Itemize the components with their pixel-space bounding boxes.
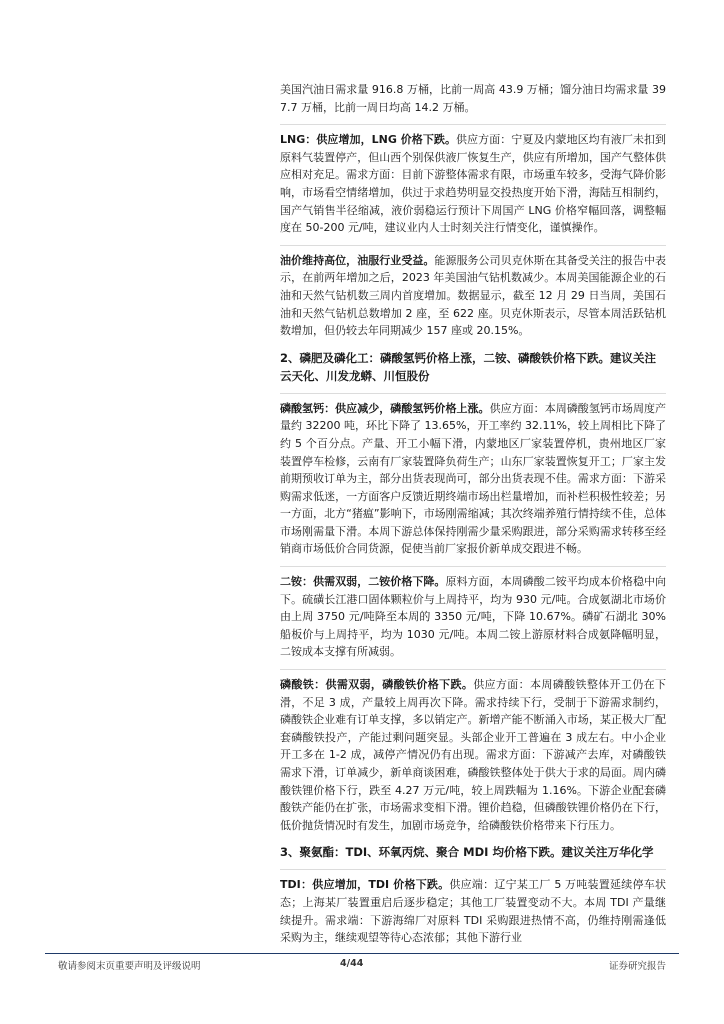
section3-block [280,842,666,861]
tdi-body: 供应端：辽宁某工厂 5 万吨装置延续停车状态；上海某厂装置重启后逐步稳定；其他工厂装置变动不大。本周 TDI 产量继续提升。需求端：下游海绵厂对原料 TDI 采购跟进热情不高，仍维持刚需逢低采购为主，继续观望等待心态浓郁；其他下游行业 [280,878,666,945]
footer-divider [45,953,679,954]
oil-body: 能源服务公司贝克休斯在其备受关注的报告中表示，在前两年增加之后，2023 年美国油气钻机数减少。本周美国能源企业的石油和天然气钻机数三周内首度增加。数据显示，截至 12 月 29 日当周，美国石油和天然气钻机总数增加 2 座，至 622 座。贝克休斯表示，尽管本周活跃钻机数增加，但仍较去年同期减少 157 座或 20.15%。 [280,253,667,338]
oil-lead: 油价维持高位，油服行业受益。 [280,253,435,267]
tdi-lead: TDI：供应增加，TDI 价格下跌。 [280,878,450,892]
lng-paragraph [280,124,666,237]
dcp-lead: 磷酸氢钙：供应减少，磷酸氢钙价格上涨。 [280,401,490,415]
dap-body: 原料方面，本周磷酸二铵平均成本价格稳中向下。硫磺长江港口固体颗粒价与上周持平，均为 930 元/吨。合成氨湖北市场价由上周 3750 元/吨降至本周的 3350 元/吨，下降 10.67%。磷矿石湖北 30%船板价与上周持平，均为 1030 元/吨。本周二铵上游原材料合成氨降幅明显，二铵成本支撑有所减弱。 [280,575,667,659]
intro-paragraph [280,80,666,116]
footer-report-type: 证券研究报告 [608,961,666,972]
section3-heading: 3、聚氨酯：TDI、环氧丙烷、聚合 MDI 均价格下跌。建议关注万华化学 [280,845,654,860]
lfp-body: 供应方面：本周磷酸铁整体开工仍在下滑，不足 3 成，产量较上周再次下降。需求持续下行，受制于下游需求制约，磷酸铁企业难有订单支撑，多以销定产。新增产能不断涌入市场，某正极大厂配套磷酸铁投产，产能过剩问题突显。头部企业开工普遍在 3 成左右。中小企业开工多在 1-2 成，减停产情况仍有出现。需求方面：下游减产去库，对磷酸铁需求下滑，订单减少，新单商谈困难，磷酸铁整体处于供大于求的局面。周内磷酸铁锂价格下行，跌至 4.27 万元/吨，较上周跌幅为 1.16%。下游企业配套磷酸铁产能仍在扩张，市场需求变相下滑。锂价趋稳，但磷酸铁锂价格仍在下行，低价抛货情况时有发生，加剧市场竞争，给磷酸铁价格带来下行压力。 [280,678,667,832]
section2-heading: 2、磷肥及磷化工：磷酸氢钙价格上涨，二铵、磷酸铁价格下跌。建议关注云天化、川发龙蟒、川恒股份 [280,350,656,383]
lng-body: 供应方面：宁夏及内蒙地区均有液厂未扣到原料气装置停产，但山西个别保供液厂恢复生产，供应有所增加，国产气整体供应相对充足。需求方面：目前下游整体需求有限，市场重车较多，受海气降价影响，市场看空情绪增加，供过于求趋势明显交投热度开始下滑，海陆互相制约，国产气销售半径缩减，液价弱稳运行预计下周国产 LNG 价格窄幅回落，调整幅度在 50-200 元/吨，建议业内人士时刻关注行情变化，谨慎操作。 [280,133,667,235]
dcp-body: 供应方面：本周磷酸氢钙市场周度产量约 32200 吨，环比下降了 13.65%，开工率约 32.11%，较上周相比下降了约 5 个百分点。产量、开工小幅下滑，内蒙地区厂家装置停机，贵州地区厂家装置停车检修，云南有厂家装置降负荷生产；山东厂家装置恢复开工；厂家主发前期预收订单为主，部分出货表现尚可，部分出货表现不佳。需求方面：下游采购需求低迷，一方面客户反馈近期终端市场出栏量增加，而补栏积极性较差；另一方面，北方“猪瘟”影响下，市场刚需缩减；其次终端养殖行情持续不佳，总体市场刚需量下滑。本周下游总体保持刚需少量采购跟进，部分采购需求转移至经销商市场低价合同货源，促使当前厂家报价新单成交跟进不畅。 [280,401,667,556]
tdi-paragraph [280,869,666,946]
dcp-paragraph [280,393,666,558]
footer-disclaimer: 敬请参阅末页重要声明及评级说明 [58,961,201,972]
intro-text: 美国汽油日需求量 916.8 万桶，比前一周高 43.9 万桶；馏分油日均需求量 397.7 万桶，比前一周日均高 14.2 万桶。 [280,83,666,114]
main-content [280,80,666,955]
dap-lead: 二铵：供需双弱，二铵价格下降。 [280,575,446,589]
lfp-lead: 磷酸铁：供需双弱，磷酸铁价格下跌。 [280,678,474,692]
lng-lead: LNG：供应增加，LNG 价格下跌。 [280,133,457,147]
oil-paragraph [280,245,666,340]
page-number: 4/44 [340,958,364,969]
section2-block [280,348,666,385]
dap-paragraph [280,566,666,661]
lfp-paragraph [280,669,666,834]
